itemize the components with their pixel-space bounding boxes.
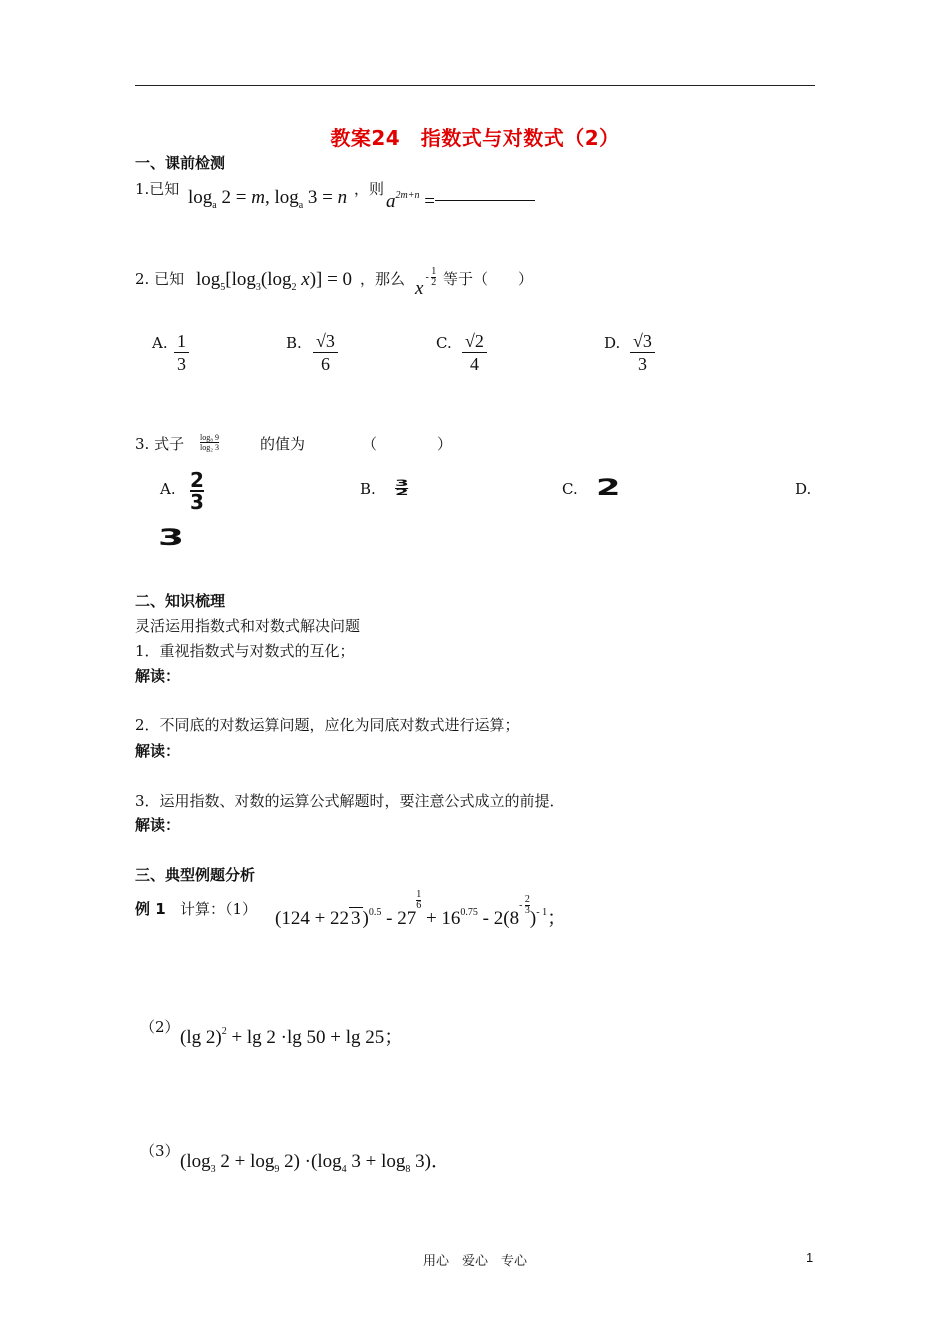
q2-option-c-label: C.: [436, 334, 452, 352]
q3-paren: （ ）: [362, 435, 453, 453]
q3-option-a-label: A.: [160, 480, 176, 498]
q2-option-a-label: A.: [152, 334, 168, 352]
q1-answer-blank: [435, 200, 535, 201]
knowledge-item-3: 3．运用指数、对数的运算公式解题时，要注意公式成立的前提．: [135, 792, 565, 810]
example-prefix: 计算：（1）: [180, 900, 258, 918]
q1-prefix: 1.已知: [135, 180, 180, 198]
q3-expression: log₈ 9 log₂ 3: [200, 433, 220, 452]
knowledge-item-1: 1．重视指数式与对数式的互化；: [135, 642, 355, 660]
section-3-heading: 三、典型例题分析: [135, 866, 256, 884]
q3-suffix: 的值为: [260, 435, 306, 453]
q2-prefix: 2. 已知: [135, 270, 185, 288]
example-part-3-expression: ($\log_3$ $2 + \log_9 2) \cdot(\log_4$ $3 + \log_8 3$)．: [180, 1151, 450, 1175]
q2-then: ，那么: [360, 270, 406, 288]
q2-option-d-value: $\frac{√3}{3}$: [630, 330, 655, 375]
footer-motto: 用心 爱心 专心: [422, 1254, 527, 1269]
section-2-heading: 二、知识梳理: [135, 592, 226, 610]
q2-option-a-value: $\frac{1}{3}$: [174, 330, 189, 375]
q1-then: ，则: [354, 180, 385, 198]
q2-option-c-value: $\frac{√2}{4}$: [462, 330, 487, 375]
q3-option-b-value: 3 2: [395, 479, 409, 498]
example-part-2-expression: (lg 2)$^2$ + lg 2 ·lg 50 + lg 25；: [180, 1026, 404, 1048]
knowledge-item-2: 2．不同底的对数运算问题，应化为同底对数式进行运算；: [135, 716, 520, 734]
page-title: 教案24 指数式与对数式（2）: [330, 126, 620, 150]
q2-expression: $\log_5[\log_3(\log_2$ x)] = 0: [196, 269, 353, 293]
q2-option-b-value: $\frac{√3}{6}$: [313, 330, 338, 375]
q3-option-a-value: 2 3: [190, 468, 204, 514]
knowledge-item-1-reading: 解读：: [135, 667, 181, 685]
q2-option-d-label: D.: [604, 334, 621, 352]
header-rule: [135, 85, 815, 86]
q3-option-c-value: 2: [596, 476, 621, 501]
q1-ask: $a^{2m+n}$ =: [386, 190, 535, 213]
q3-option-b-label: B.: [360, 480, 376, 498]
q2-suffix: 等于（ ）: [443, 270, 534, 288]
q3-prefix: 3. 式子: [135, 435, 185, 453]
q3-option-d-value: 3: [158, 526, 185, 551]
q2-ask: $x^{- \frac{1}{2}}$: [415, 266, 437, 299]
q2-option-b-label: B.: [286, 334, 302, 352]
section-1-heading: 一、课前检测: [135, 154, 226, 172]
example-label: 例 1: [135, 900, 166, 918]
knowledge-item-3-reading: 解读：: [135, 816, 181, 834]
q3-option-c-label: C.: [562, 480, 578, 498]
example-part-3-label: （3）: [140, 1142, 180, 1160]
section-2-intro: 灵活运用指数式和对数式解决问题: [135, 617, 361, 635]
q1-expression: $\log_a 2 = m$, $\log_a 3 = n$: [188, 187, 348, 211]
knowledge-item-2-reading: 解读：: [135, 742, 181, 760]
example-part-1-expression: (124 + 22 3 )$^{0.5}$ - 27 $\frac{1}{6}$ + $16^{0.75} - 2(8^{- \frac{2}{3}}$ )$^{- 1}$；: [275, 889, 567, 929]
q3-option-d-label: D.: [795, 480, 812, 498]
example-part-2-label: （2）: [140, 1018, 180, 1036]
page-number: 1: [806, 1250, 814, 1265]
